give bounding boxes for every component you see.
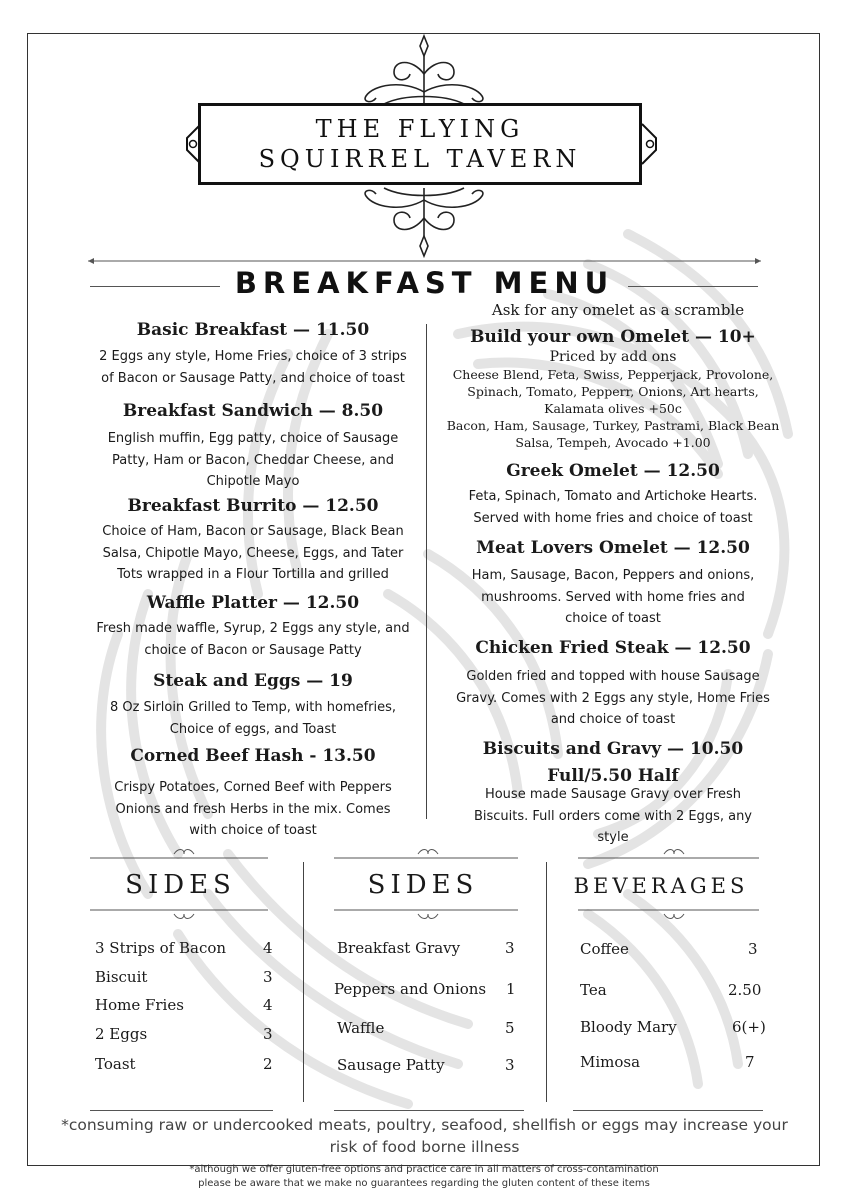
item-desc-chicken-fried-steak: Golden fried and topped with house Sausage Gravy. Comes with 2 Eggs any style, Home Fries and choice of toast bbox=[456, 669, 770, 727]
item-title-greek-omelet: Greek Omelet — 12.50 bbox=[506, 461, 720, 481]
item-title-breakfast-burrito: Breakfast Burrito — 12.50 bbox=[127, 496, 379, 516]
item-desc-basic-breakfast: 2 Eggs any style, Home Fries, choice of 3 strips of Bacon or Sausage Patty, and choice of toast bbox=[99, 349, 407, 386]
build-omelet-subtitle: Priced by add ons bbox=[549, 349, 677, 365]
plate-right-notch bbox=[640, 122, 660, 166]
sides-heading-2: SIDES bbox=[367, 870, 479, 900]
item-title-breakfast-sandwich: Breakfast Sandwich — 8.50 bbox=[122, 401, 384, 421]
item-desc-breakfast-burrito: Choice of Ham, Bacon or Sausage, Black Bean Salsa, Chipotle Mayo, Cheese, Eggs, and Tater Tots wrapped in a Flour Tortilla and grilled bbox=[102, 524, 404, 582]
item-desc-steak-and-eggs: 8 Oz Sirloin Grilled to Temp, with homefries, Choice of eggs, and Toast bbox=[109, 700, 397, 737]
sides-heading-1: SIDES bbox=[125, 870, 236, 900]
item-title-meat-lovers-omelet: Meat Lovers Omelet — 12.50 bbox=[476, 538, 750, 558]
sides-footer-rule-2 bbox=[334, 1110, 524, 1111]
item-desc-corned-beef-hash: Crispy Potatoes, Corned Beef with Peppers Onions and fresh Herbs in the mix. Comes with choice of toast bbox=[114, 780, 392, 838]
omelet-scramble-note: Ask for any omelet as a scramble bbox=[491, 301, 745, 319]
item-desc-waffle-platter: Fresh made waffle, Syrup, 2 Eggs any style, and choice of Bacon or Sausage Patty bbox=[96, 621, 410, 658]
bottom-ornament bbox=[354, 186, 494, 258]
sides-bottom-rules bbox=[88, 902, 761, 926]
sides-footer-rule-1 bbox=[90, 1110, 273, 1111]
item-title-waffle-platter: Waffle Platter — 12.50 bbox=[146, 593, 360, 613]
beverages-heading: BEVERAGES bbox=[573, 874, 749, 898]
item-desc-biscuits-and-gravy: House made Sausage Gravy over Fresh Biscuits. Full orders come with 2 Eggs, any style bbox=[473, 787, 753, 845]
item-title-steak-and-eggs: Steak and Eggs — 19 bbox=[153, 671, 353, 691]
menu-frame: THE FLYING SQUIRREL TAVERN BREAKFAST MENU Ask for any omelet as a scramble Basic Breakfast — 11.50 2 Eggs any style, Home Fries, choice of 3 strips of Bacon or Sausage Patty, and choice of toast Breakfast Sandwich — 8.50 English muffin, Egg patty, choice of Sausage Patty, Ham or Bacon, Cheddar Cheese, and Chipotle Mayo Breakfast Burrito — 12.50 Choice of Ham, Bacon or Sausage, Black Bean Salsa, Chipotle Mayo, Cheese, Eggs, and Tater Tots wrapped in a Flour Tortilla and grilled Waffle Platter — 12.50 Fresh made waffle, Syrup, 2 Eggs any style, and choice of Bacon or Sausage Patty Steak and Eggs — 19 8 Oz Sirloin Grilled to Temp, with homefries, Choice of eggs, and Toast Corned Beef Hash - 13.50 Crispy Potatoes, Corned Beef with Peppers Onions and fresh Herbs in the mix. Comes with choice of toast Build your own Omelet — 10+ Priced by add ons Cheese Blend, Feta, Swiss, Pepperjack, Provolone, Spinach, Tomato, Pepperr, Onions, Art hearts, Kalamata olives +50c Bacon, Ham, Sausage, Turkey, Pastrami, Black Bean Salsa, Tempeh, Avocado +1.00 Greek Omelet — 12.50 Feta, Spinach, Tomato and Artichoke Hearts. Served with home fries and choice of toast Meat Lovers Omelet — 12.50 Ham, Sausage, Bacon, Peppers and onions, mushrooms. Served with home fries and choice of toast Chicken Fried Steak — 12.50 Golden fried and topped with house Sausage Gravy. Comes with 2 Eggs any style, Home Fries and choice of toast Biscuits and Gravy — 10.50 Full/5.50 Half House made Sausage Gravy over Fresh Biscuits. Full orders come with 2 Eggs, any style SIDES SIDES BEVERAGES 3 Strips of Bacon 4 Biscuit 3 Home Fries 4 2 Eggs 3 Toast 2 Breakfast Gravy 3 Peppers and Onions 1 Waffle 5 Sausage Patty 3 Coffee 3 Tea 2.50 Bloody Mary 6(+) Mimosa 7 *consuming raw or undercooked meats, poultry, seafood, shellfish or eggs may increase your risk of food borne illness bbox=[27, 33, 820, 1166]
heading-top-rule bbox=[88, 257, 761, 265]
item-title-biscuits-and-gravy: Biscuits and Gravy — 10.50 Full/5.50 Half bbox=[482, 739, 744, 786]
item-desc-breakfast-sandwich: English muffin, Egg patty, choice of Sausage Patty, Ham or Bacon, Cheddar Cheese, and Chipotle Mayo bbox=[107, 431, 399, 489]
item-title-chicken-fried-steak: Chicken Fried Steak — 12.50 bbox=[475, 638, 751, 658]
sides-top-rules bbox=[88, 846, 761, 870]
sides-footer-rule-3 bbox=[573, 1110, 763, 1111]
build-omelet-addons: Cheese Blend, Feta, Swiss, Pepperjack, Provolone, Spinach, Tomato, Pepperr, Onions, Art hearts, Kalamata olives +50c Bacon, Ham, Sausage, Turkey, Pastrami, Black Bean Salsa, Tempeh, Avocado +1.00 bbox=[446, 367, 780, 450]
title-plate bbox=[198, 103, 642, 185]
breakfast-menu-heading: BREAKFAST MENU bbox=[234, 266, 615, 300]
item-desc-greek-omelet: Feta, Spinach, Tomato and Artichoke Hearts. Served with home fries and choice of toast bbox=[468, 489, 758, 526]
item-desc-meat-lovers-omelet: Ham, Sausage, Bacon, Peppers and onions, mushrooms. Served with home fries and choice of toast bbox=[471, 568, 755, 626]
item-title-build-omelet: Build your own Omelet — 10+ bbox=[470, 327, 756, 347]
bottom-divider-2 bbox=[546, 862, 547, 1102]
title-line-1: THE FLYING bbox=[315, 115, 525, 143]
item-title-corned-beef-hash: Corned Beef Hash - 13.50 bbox=[130, 746, 376, 766]
title-line-2: SQUIRREL TAVERN bbox=[258, 145, 582, 173]
gluten-disclaimer: *although we offer gluten-free options and practice care in all matters of cross-contamination please be aware that we make no guarantees regarding the gluten content of these items bbox=[189, 1164, 659, 1189]
item-title-basic-breakfast: Basic Breakfast — 11.50 bbox=[136, 320, 370, 340]
raw-food-disclaimer: *consuming raw or undercooked meats, poultry, seafood, shellfish or eggs may increase your risk of food borne illness bbox=[61, 1116, 788, 1156]
top-ornament bbox=[354, 34, 494, 106]
bottom-divider-1 bbox=[303, 862, 304, 1102]
